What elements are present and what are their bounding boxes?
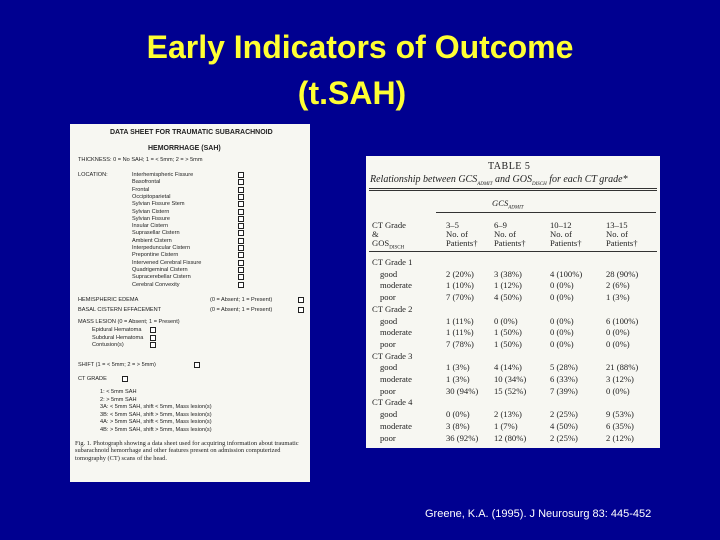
table-cell: 0 (0%) [606, 385, 630, 396]
table-cell: poor [380, 338, 396, 349]
sheet-hemispheric-edema-code: (0 = Absent; 1 = Present) [210, 297, 273, 303]
table-cell: 9 (53%) [606, 409, 634, 420]
location-item: Frontal [132, 186, 150, 193]
table-header-cell: $GOS_{DISCH}$ [372, 238, 405, 251]
table-cell: 2 (13%) [494, 409, 522, 420]
sheet-header: DATA SHEET FOR TRAUMATIC SUBARACHNOID [110, 129, 273, 136]
table-cell: good [380, 409, 398, 420]
table-header-cell: Patients† [606, 238, 638, 248]
checkbox [194, 362, 200, 368]
table-5-image [366, 156, 660, 448]
table-cell: 1 (7%) [494, 420, 518, 431]
table-cell: good [380, 268, 398, 279]
checkbox [122, 376, 128, 382]
table-cell: 1 (11%) [446, 315, 474, 326]
sheet-location-label: LOCATION: [78, 172, 108, 178]
table-cell: 0 (0%) [550, 280, 574, 291]
table-cell: 3 (12%) [606, 374, 634, 384]
table-header-cell: Patients† [446, 238, 478, 248]
table-header-cell: & [372, 229, 379, 239]
sheet-shift: SHIFT (1 = < 5mm; 2 = > 5mm) [78, 362, 156, 368]
table-header-cell: Patients† [494, 238, 526, 248]
table-cell: 7 (39%) [550, 385, 578, 396]
checkbox [238, 267, 244, 273]
table-cell: 36 (92%) [446, 432, 479, 443]
checkbox [238, 282, 244, 288]
table-cell: 5 (28%) [550, 362, 578, 373]
grade-item: 4B: > 5mm SAH, shift > 5mm, Mass lesion(s) [100, 426, 212, 433]
sheet-basal-cistern: BASAL CISTERN EFFACEMENT [78, 307, 162, 313]
table-cell: 10 (34%) [494, 374, 527, 384]
slide-title: Early Indicators of Outcome [146, 29, 574, 65]
checkbox [238, 172, 244, 178]
table-cell: 4 (50%) [494, 292, 522, 303]
table-header-cell: No. of [606, 229, 628, 239]
checkbox [238, 260, 244, 266]
checkbox [238, 179, 244, 185]
rule [369, 251, 657, 252]
table-cell: 1 (3%) [446, 362, 470, 373]
checkbox [238, 274, 244, 280]
table-header-cell: No. of [494, 229, 516, 239]
slide-subtitle: (t.SAH) [297, 75, 407, 111]
table-group-label: CT Grade 1 [372, 257, 413, 267]
sheet-thickness: THICKNESS: 0 = No SAH; 1 = < 5mm; 2 = > 5mm [78, 157, 203, 163]
location-item: Sylvian Cistern [132, 208, 170, 215]
table-cell: moderate [380, 420, 412, 431]
checkbox [238, 194, 244, 200]
grade-item: 3B: < 5mm SAH, shift > 5mm, Mass lesion(s) [100, 411, 212, 418]
table-header-cell: No. of [550, 229, 572, 239]
table-cell: 12 (80%) [494, 432, 527, 443]
figure-caption: Fig. 1. Photograph showing a data sheet used for acquiring information about traumatic subarachnoid hemorrhage and other features present on admission computerized tomography (CT) scans of the head. [75, 440, 299, 462]
rule [369, 190, 657, 191]
table-cell: 0 (0%) [550, 292, 574, 303]
table-group-label: CT Grade 4 [372, 397, 413, 408]
mass-item: Contusion(s) [92, 342, 124, 348]
checkbox [238, 238, 244, 244]
table-cell: 15 (52%) [494, 385, 527, 396]
gos-subscript: DISCH [389, 245, 405, 251]
table-header-cell: CT Grade [372, 220, 406, 230]
grade-item: 3A: < 5mm SAH, shift < 5mm, Mass lesion(s) [100, 404, 212, 410]
table-cell: 0 (0%) [606, 327, 630, 338]
table-header-cell: 3–5 [446, 220, 459, 230]
table-cell: good [380, 315, 398, 326]
table-cell: 1 (50%) [494, 338, 522, 349]
checkbox [238, 209, 244, 215]
location-item: Ambient Cistern [132, 237, 172, 244]
table-cell: 4 (14%) [494, 362, 522, 373]
grade-item: 1: < 5mm SAH [100, 389, 137, 395]
table-cell: 2 (25%) [550, 409, 578, 420]
location-item: Sylvian Fissure Stem [132, 201, 185, 208]
table-cell: 1 (50%) [494, 327, 522, 338]
table-cell: 7 (70%) [446, 292, 474, 303]
table-cell: 2 (12%) [606, 432, 634, 443]
table-cell: 2 (20%) [446, 268, 474, 279]
checkbox [238, 216, 244, 222]
table-cell: 1 (10%) [446, 280, 474, 291]
table-cell: 2 (6%) [606, 280, 630, 291]
checkbox [238, 252, 244, 258]
table-cell: 1 (3%) [446, 374, 470, 384]
checkbox [238, 201, 244, 207]
table-number: TABLE 5 [488, 161, 531, 172]
location-item: Supracerebellar Cistern [132, 274, 191, 281]
location-item: Insular Cistern [132, 223, 169, 230]
checkbox [238, 245, 244, 251]
table-cell: 3 (38%) [494, 268, 522, 279]
table-group-label: CT Grade 3 [372, 350, 413, 361]
table-cell: 6 (33%) [550, 374, 578, 384]
table-header-cell: No. of [446, 229, 468, 239]
mass-item: Epidural Hematoma [92, 327, 142, 333]
table-cell: moderate [380, 374, 412, 384]
gcs-header: $GCS_{ADMIT}$ [492, 198, 524, 211]
table-cell: 4 (100%) [550, 268, 583, 279]
location-item: Basofrontal [132, 179, 161, 186]
rule [369, 188, 657, 189]
sheet-hemispheric-edema: HEMISPHERIC EDEMA [78, 297, 139, 303]
table-cell: 1 (11%) [446, 327, 474, 338]
sheet-basal-cistern-code: (0 = Absent; 1 = Present) [210, 307, 273, 313]
table-group-label: CT Grade 2 [372, 303, 413, 314]
table-cell: 0 (0%) [606, 338, 630, 349]
table-cell: 0 (0%) [550, 315, 574, 326]
checkbox [238, 223, 244, 229]
table-cell: 3 (8%) [446, 420, 470, 431]
checkbox [238, 187, 244, 193]
table-header-cell: 13–15 [606, 220, 628, 230]
table-cell: moderate [380, 327, 412, 338]
table-cell: 30 (94%) [446, 385, 479, 396]
location-item: Interhemispheric Fissure [132, 172, 194, 178]
checkbox [150, 327, 156, 333]
table-cell: 0 (0%) [550, 327, 574, 338]
checkbox [298, 297, 304, 303]
table-cell: 2 (25%) [550, 432, 578, 443]
citation: Greene, K.A. (1995). J Neurosurg 83: 445-452 [425, 508, 652, 520]
location-item: Interpeduncular Cistern [132, 245, 191, 251]
table-cell: good [380, 362, 398, 373]
table-header-cell: 10–12 [550, 220, 572, 230]
table-cell: 7 (78%) [446, 338, 474, 349]
table-header-cell: Patients† [550, 238, 582, 248]
table-cell: 1 (12%) [494, 280, 522, 291]
table-cell: 0 (0%) [446, 409, 470, 420]
mass-item: Subdural Hematoma [92, 334, 144, 341]
table-cell: 4 (50%) [550, 420, 578, 431]
location-item: Cerebral Convexity [132, 281, 180, 288]
location-item: Sylvian Fissure [132, 215, 170, 222]
rule [436, 212, 656, 213]
location-item: Occipitoparietal [132, 193, 171, 200]
table-title: Relationship between $GCS_{ADMIT}$ and $GOS_{DISCH}$ for each CT grade* [370, 174, 628, 187]
table-header-cell: 6–9 [494, 220, 507, 230]
location-item: Quadrigeminal Cistern [132, 266, 188, 273]
sheet-ct-grade-label: CT GRADE [78, 376, 107, 382]
table-cell: 6 (35%) [606, 420, 634, 431]
table-cell: 21 (88%) [606, 362, 639, 373]
checkbox [150, 335, 156, 341]
table-cell: 6 (100%) [606, 315, 639, 326]
checkbox [238, 230, 244, 236]
table-cell: moderate [380, 280, 412, 291]
table-cell: 0 (0%) [494, 315, 518, 326]
location-item: Suprasellar Cistern [132, 230, 180, 237]
sheet-mass-lesion: MASS LESION (0 = Absent; 1 = Present) [78, 319, 180, 325]
data-sheet-image [70, 124, 310, 482]
table-cell: poor [380, 292, 396, 303]
grade-item: 2: > 5mm SAH [100, 396, 137, 403]
table-cell: 28 (90%) [606, 268, 639, 279]
location-item: Intervened Cerebral Fissure [132, 259, 202, 266]
table-cell: 1 (3%) [606, 292, 630, 303]
checkbox [298, 307, 304, 313]
checkbox [150, 342, 156, 348]
sheet-header-2: HEMORRHAGE (SAH) [148, 145, 221, 152]
table-cell: poor [380, 385, 396, 396]
table-cell: 0 (0%) [550, 338, 574, 349]
location-item: Prepontine Cistern [132, 252, 179, 259]
table-cell: poor [380, 432, 396, 443]
grade-item: 4A: > 5mm SAH, shift < 5mm, Mass lesion(s) [100, 419, 212, 425]
